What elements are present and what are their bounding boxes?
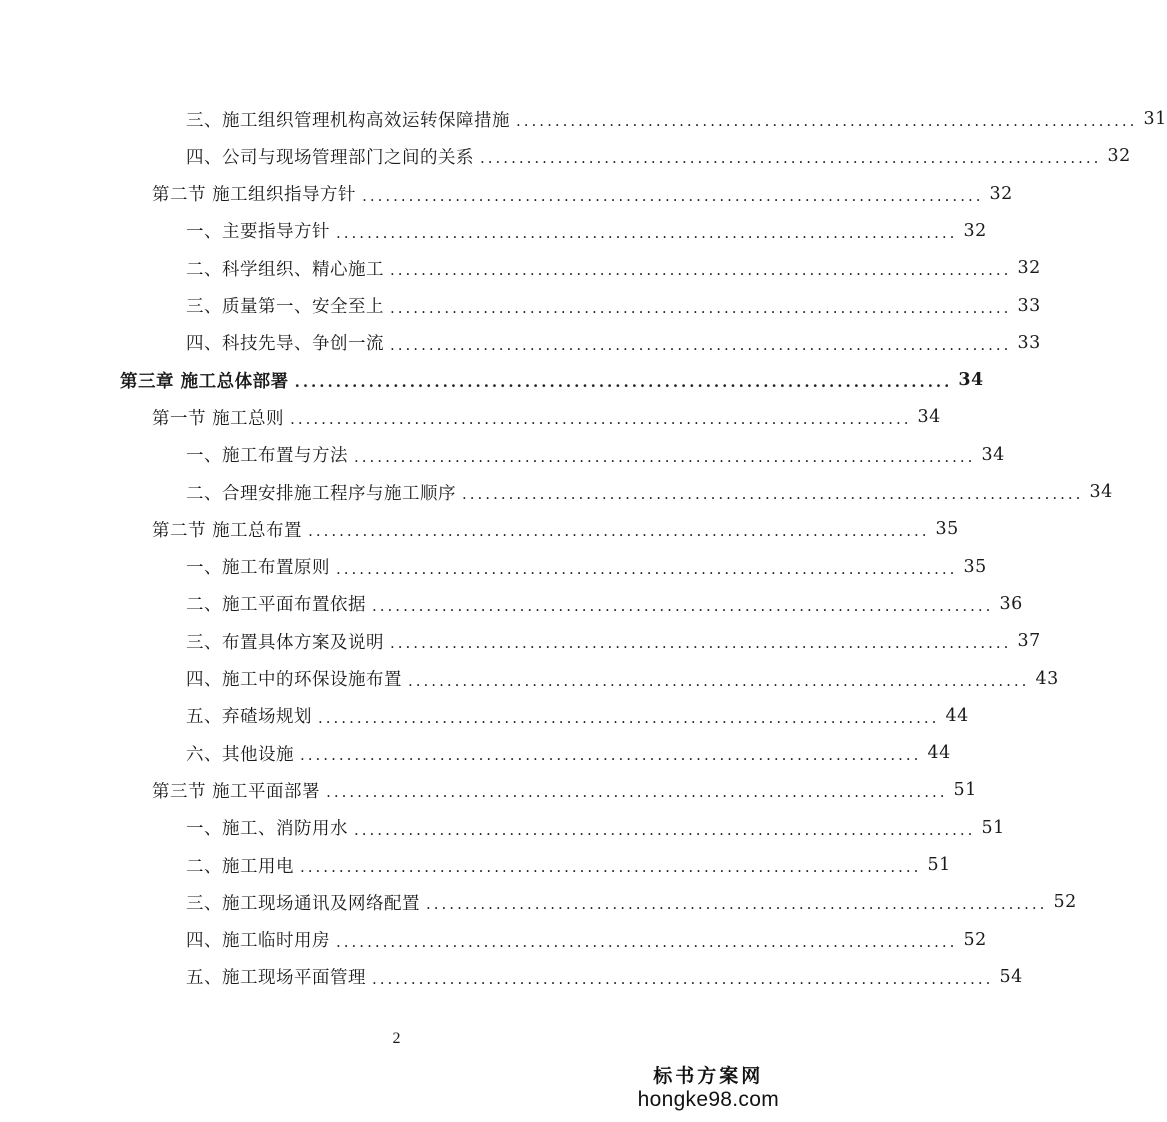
toc-entry-page: 32 — [963, 220, 987, 241]
toc-entry[interactable] — [152, 179, 1013, 209]
toc-entry-label: 二、合理安排施工程序与施工顺序 — [186, 483, 456, 504]
watermark-logo — [638, 1061, 779, 1112]
toc-entry-page: 32 — [1017, 258, 1041, 279]
toc-entry-page: 32 — [989, 183, 1013, 204]
toc-entry[interactable] — [186, 440, 1005, 470]
toc-entry[interactable] — [186, 664, 1059, 694]
toc-entry-page: 33 — [1017, 295, 1041, 316]
toc-entry-label: 二、科学组织、精心施工 — [186, 259, 384, 280]
toc-entry-page: 35 — [935, 519, 959, 540]
toc-entry-page: 44 — [927, 743, 951, 764]
toc-leader-dots: ................................................................................ — [372, 596, 994, 615]
toc-entry-label: 五、弃碴场规划 — [186, 707, 312, 728]
toc-entry-label: 三、施工组织管理机构高效运转保障措施 — [186, 110, 510, 131]
toc-entry-label: 第二节 施工组织指导方针 — [152, 185, 357, 206]
toc-leader-dots: ................................................................................ — [390, 335, 1012, 354]
toc-entry-page: 31 — [1143, 109, 1167, 129]
toc-entry-page: 34 — [958, 370, 984, 391]
toc-entry-label: 二、施工平面布置依据 — [186, 595, 366, 616]
toc-leader-dots: ................................................................................ — [390, 298, 1012, 317]
toc-entry[interactable] — [186, 552, 987, 582]
toc-entry-page: 36 — [999, 593, 1023, 614]
toc-entry-page: 34 — [917, 407, 941, 428]
toc-entry-page: 35 — [963, 556, 987, 577]
toc-entry[interactable] — [186, 701, 969, 731]
toc-leader-dots: ................................................................................ — [354, 820, 976, 839]
toc-leader-dots: ................................................................................ — [480, 149, 1102, 168]
toc-leader-dots: ................................................................................ — [362, 186, 984, 205]
toc-leader-dots: ................................................................................ — [372, 969, 994, 988]
toc-entry-page: 43 — [1035, 668, 1059, 689]
toc-entry[interactable] — [186, 850, 951, 880]
toc-leader-dots: ................................................................................ — [354, 447, 976, 466]
toc-entry-page: 37 — [1017, 631, 1041, 652]
toc-entry[interactable] — [186, 738, 951, 768]
toc-entry-page: 51 — [953, 780, 977, 801]
toc-leader-dots: ................................................................................ — [300, 746, 922, 765]
toc-leader-dots: ................................................................................ — [426, 895, 1048, 914]
toc-entry-label: 六、其他设施 — [186, 744, 294, 765]
toc-entry-label: 四、施工中的环保设施布置 — [186, 670, 402, 690]
toc-entry[interactable] — [152, 402, 941, 432]
toc-entry-label: 四、施工临时用房 — [186, 931, 330, 952]
toc-entry-label: 五、施工现场平面管理 — [186, 968, 366, 989]
toc-leader-dots: ................................................................................ — [300, 858, 922, 876]
toc-entry-page: 32 — [1107, 146, 1131, 167]
toc-leader-dots: ................................................................................ — [294, 373, 953, 392]
toc-entry[interactable] — [186, 589, 1023, 619]
toc-entry-label: 第二节 施工总布置 — [152, 520, 303, 541]
toc-entry-label: 第三节 施工平面部署 — [152, 781, 321, 802]
toc-entry-label: 四、科技先导、争创一流 — [186, 334, 384, 355]
toc-entry-label: 一、主要指导方针 — [186, 222, 330, 243]
toc-entry-page: 54 — [999, 966, 1023, 987]
toc-entry-page: 34 — [1089, 482, 1113, 502]
toc-entry[interactable] — [120, 365, 984, 395]
toc-entry[interactable] — [186, 253, 1041, 283]
toc-entry-page: 52 — [963, 929, 987, 950]
toc-entry-label: 二、施工用电 — [186, 856, 294, 877]
toc-leader-dots: ................................................................................ — [516, 112, 1138, 130]
toc-entry[interactable] — [186, 291, 1041, 321]
toc-entry[interactable] — [186, 925, 987, 955]
toc-leader-dots: ................................................................................ — [336, 932, 958, 951]
toc-entry-page: 51 — [927, 855, 951, 875]
toc-entry[interactable] — [186, 328, 1041, 358]
toc-entry-page: 33 — [1017, 332, 1041, 353]
toc-leader-dots: ................................................................................ — [308, 522, 930, 541]
toc-entry-page: 34 — [981, 444, 1005, 465]
toc-entry[interactable] — [186, 216, 987, 246]
toc-entry-label: 第三章 施工总体部署 — [120, 371, 289, 392]
watermark-title: 标书方案网 — [653, 1065, 764, 1087]
page-number: 2 — [392, 1030, 401, 1047]
toc-entry[interactable] — [186, 141, 1131, 171]
toc-entry[interactable] — [186, 887, 1077, 917]
toc-entry-page: 52 — [1053, 892, 1077, 913]
toc-leader-dots: ................................................................................ — [336, 223, 958, 242]
toc-entry-label: 四、公司与现场管理部门之间的关系 — [186, 147, 474, 168]
toc-entry-label: 三、质量第一、安全至上 — [186, 297, 384, 317]
toc-leader-dots: ................................................................................ — [390, 634, 1012, 653]
toc-leader-dots: ................................................................................ — [462, 485, 1084, 503]
toc-entry-label: 第一节 施工总则 — [152, 408, 285, 429]
toc-entry[interactable] — [186, 626, 1041, 656]
toc-leader-dots: ................................................................................ — [318, 708, 940, 727]
watermark-url: hongke98.com — [637, 1088, 779, 1111]
toc-entry-label: 三、施工现场通讯及网络配置 — [186, 893, 420, 914]
toc-leader-dots: ................................................................................ — [290, 410, 912, 429]
toc-entry-page: 51 — [981, 817, 1005, 838]
toc-leader-dots: ................................................................................ — [408, 671, 1030, 690]
toc-entry-label: 一、施工布置与方法 — [186, 446, 348, 467]
toc-entry-label: 一、施工、消防用水 — [186, 819, 348, 840]
toc-entry[interactable] — [152, 514, 959, 544]
toc-entry[interactable] — [186, 962, 1023, 992]
toc-entry-label: 一、施工布置原则 — [186, 558, 330, 579]
toc-entry[interactable] — [186, 813, 1005, 843]
toc-entry[interactable] — [152, 775, 977, 805]
toc-leader-dots: ................................................................................ — [326, 783, 948, 802]
toc-entry[interactable] — [186, 104, 1167, 134]
toc-leader-dots: ................................................................................ — [336, 559, 958, 578]
toc-entry[interactable] — [186, 477, 1113, 507]
toc-entry-label: 三、布置具体方案及说明 — [186, 632, 384, 653]
toc-leader-dots: ................................................................................ — [390, 261, 1012, 280]
toc-entry-page: 44 — [945, 705, 969, 726]
